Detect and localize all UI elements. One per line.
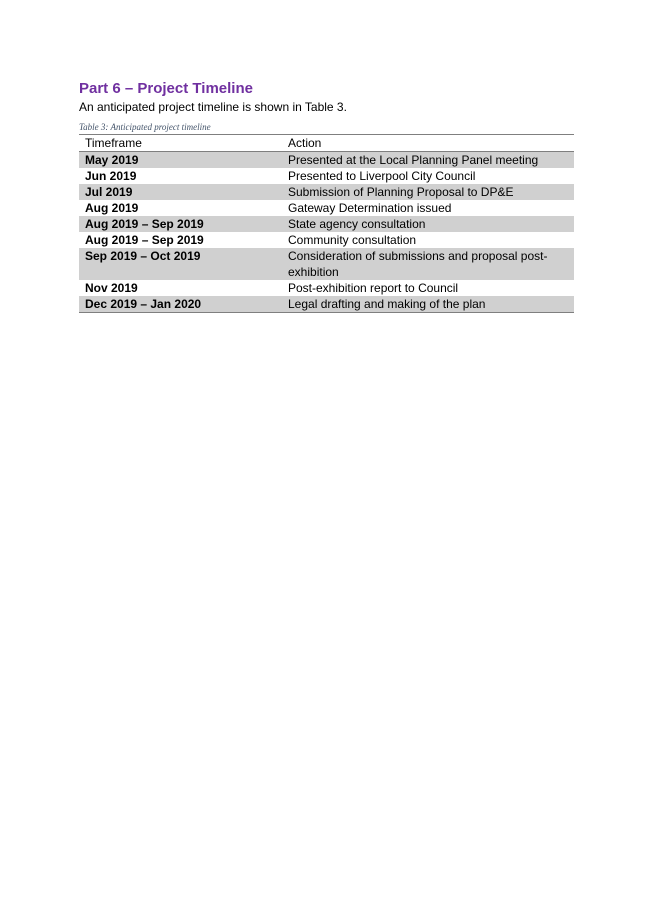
timeframe-cell: Nov 2019	[85, 281, 138, 295]
table-row	[79, 152, 574, 169]
table-row	[79, 248, 574, 280]
table-row	[79, 168, 574, 184]
action-cell: Legal drafting and making of the plan	[282, 296, 574, 313]
table-header-row	[79, 135, 574, 152]
table-row	[79, 184, 574, 200]
column-header-timeframe: Timeframe	[79, 135, 282, 152]
intro-paragraph: An anticipated project timeline is shown in Table 3.	[79, 100, 347, 114]
action-cell: Consideration of submissions and proposal post-exhibition	[282, 248, 574, 280]
timeframe-cell: May 2019	[79, 152, 282, 169]
table-row	[79, 296, 574, 313]
table-row	[79, 280, 574, 296]
action-cell: Community consultation	[288, 233, 417, 247]
timeline-table	[79, 134, 574, 313]
action-cell: Gateway Determination issued	[288, 201, 452, 215]
timeframe-cell: Aug 2019 – Sep 2019	[85, 233, 204, 247]
timeframe-cell: Jul 2019	[79, 184, 282, 200]
action-cell: Presented to Liverpool City Council	[288, 169, 476, 183]
timeframe-cell: Aug 2019 – Sep 2019	[79, 216, 282, 232]
action-cell: Presented at the Local Planning Panel meeting	[282, 152, 574, 169]
action-cell: State agency consultation	[282, 216, 574, 232]
table-row	[79, 232, 574, 248]
timeframe-cell: Aug 2019	[85, 201, 139, 215]
table-row	[79, 200, 574, 216]
timeframe-cell: Sep 2019 – Oct 2019	[79, 248, 282, 280]
timeframe-cell: Jun 2019	[85, 169, 137, 183]
section-heading: Part 6 – Project Timeline	[79, 80, 253, 97]
table-row	[79, 216, 574, 232]
action-cell: Post-exhibition report to Council	[288, 281, 459, 295]
table-caption: Table 3: Anticipated project timeline	[79, 122, 211, 132]
action-cell: Submission of Planning Proposal to DP&E	[282, 184, 574, 200]
timeframe-cell: Dec 2019 – Jan 2020	[79, 296, 282, 313]
column-header-action: Action	[282, 135, 574, 152]
